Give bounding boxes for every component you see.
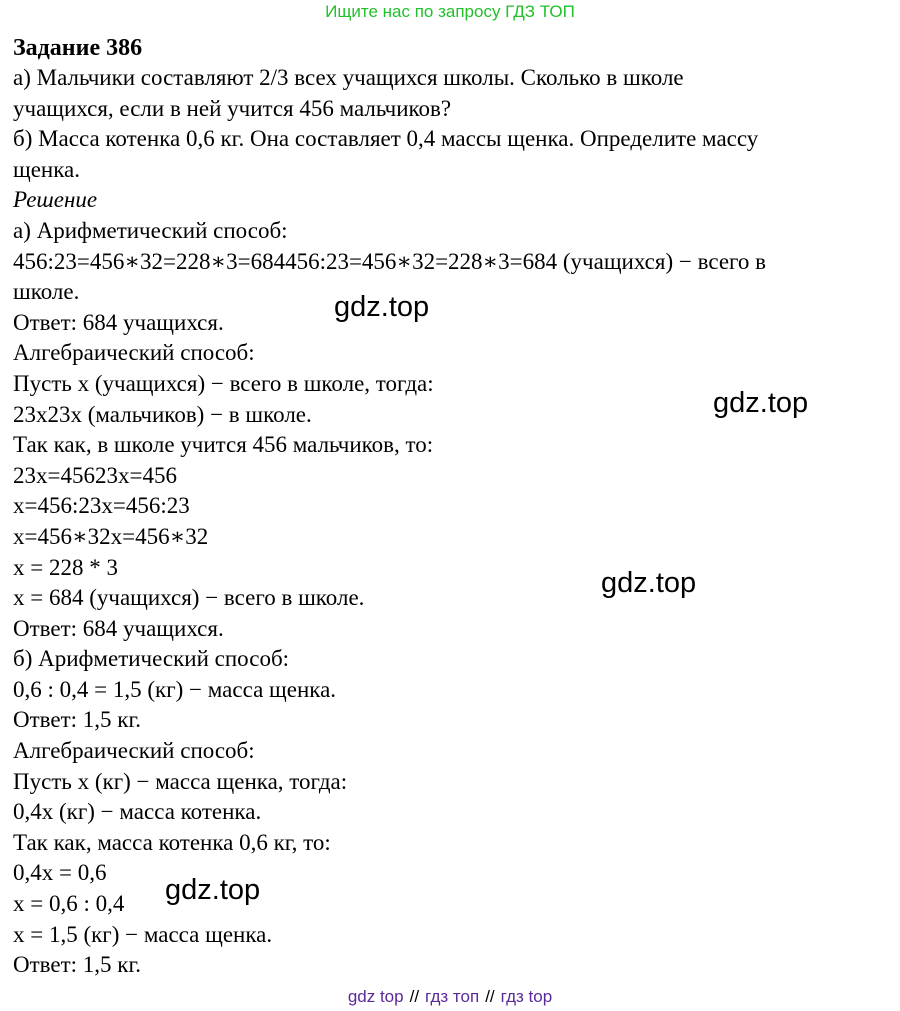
solution-line: 456:23=456∗32=228∗3=684456:23=456∗32=228∗3=684 (учащихся) − всего в [13, 248, 766, 274]
solution-line: Пусть х (учащихся) − всего в школе, тогда: [13, 370, 434, 396]
solution-line: Так как, в школе учится 456 мальчиков, то: [13, 432, 434, 458]
problem-line: щенка. [13, 156, 81, 182]
footer-links [0, 986, 900, 1008]
footer-link[interactable]: gdz top [347, 987, 404, 1006]
solution-line: а) Арифметический способ: [13, 217, 288, 243]
answer-line: Ответ: 684 учащихся. [13, 615, 224, 641]
watermark: gdz.top [165, 874, 261, 906]
watermark: gdz.top [601, 567, 697, 599]
solution-line: Так как, масса котенка 0,6 кг, то: [13, 829, 331, 855]
answer-line: Ответ: 1,5 кг. [13, 952, 142, 978]
solution-line: 23x23x (мальчиков) − в школе. [13, 401, 312, 427]
solution-line: x=456∗32x=456∗32 [13, 523, 209, 549]
footer-link[interactable]: гдз top [500, 987, 553, 1006]
task-title: Задание 386 [13, 35, 143, 61]
solution-line: б) Арифметический способ: [13, 646, 290, 672]
answer-line: Ответ: 1,5 кг. [13, 707, 142, 733]
problem-line: а) Мальчики составляют 2/3 всех учащихся школы. Сколько в школе [13, 65, 684, 90]
top-banner: Ищите нас по запросу ГДЗ ТОП [325, 2, 575, 21]
solution-line: x = 684 (учащихся) − всего в школе. [13, 585, 365, 611]
solution-line: x = 228 * 3 [13, 554, 118, 580]
solution-heading: Решение [13, 187, 98, 213]
watermark: gdz.top [334, 291, 430, 323]
footer-separator: // [409, 987, 420, 1006]
solution-line: школе. [13, 279, 80, 305]
solution-line: x=456:23x=456:23 [13, 493, 190, 519]
problem-line: б) Масса котенка 0,6 кг. Она составляет 0,4 массы щенка. Определите массу [13, 126, 759, 152]
footer-separator: // [485, 987, 495, 1006]
solution-line: 23x=45623x=456 [13, 462, 177, 488]
problem-line: учащихся, если в ней учится 456 мальчиков? [13, 95, 452, 121]
solution-line: x = 1,5 (кг) − масса щенка. [13, 921, 273, 947]
solution-line: Алгебраический способ: [13, 738, 255, 764]
solution-line: 0,4x (кг) − масса котенка. [13, 799, 262, 825]
solution-line: Пусть х (кг) − масса щенка, тогда: [13, 768, 348, 794]
footer-link[interactable]: гдз топ [425, 987, 480, 1006]
answer-line: Ответ: 684 учащихся. [13, 309, 224, 335]
task-content [13, 33, 893, 981]
watermark: gdz.top [713, 387, 809, 419]
solution-line: x = 0,6 : 0,4 [13, 891, 125, 917]
solution-line: Алгебраический способ: [13, 340, 255, 366]
solution-line: 0,4x = 0,6 [13, 860, 107, 886]
solution-line: 0,6 : 0,4 = 1,5 (кг) − масса щенка. [13, 676, 337, 702]
